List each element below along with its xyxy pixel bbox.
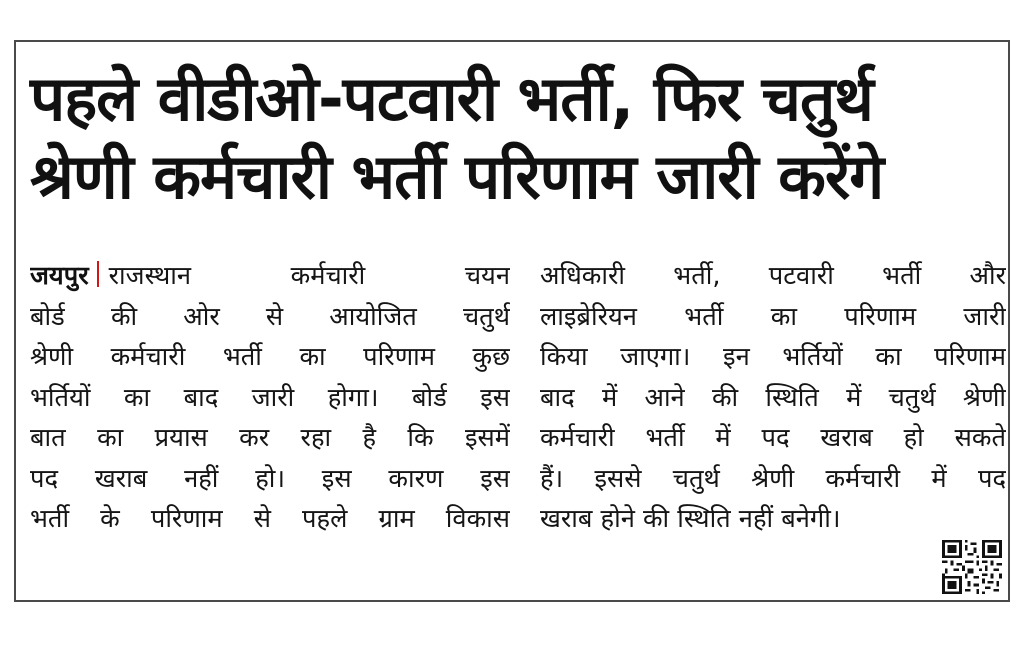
column-line: हैं। इससे चतुर्थ श्रेणी कर्मचारी में पद — [540, 463, 1006, 494]
column-line: लाइब्रेरियन भर्ती का परिणाम जारी — [540, 301, 1006, 332]
qr-code-icon[interactable] — [942, 540, 1002, 594]
headline — [30, 60, 998, 216]
headline-line-1: पहले वीडीओ-पटवारी भर्ती, फिर चतुर्थ — [30, 62, 873, 135]
column-line: बात का प्रयास कर रहा है कि इसमें — [30, 423, 510, 453]
dateline: जयपुर — [30, 261, 89, 291]
dateline-separator — [97, 261, 99, 287]
column-line: भर्तियों का बाद जारी होगा। बोर्ड इस — [30, 382, 510, 413]
article-column-left — [30, 256, 510, 540]
column-line: खराब होने की स्थिति नहीं बनेगी। — [540, 504, 841, 534]
column-line: किया जाएगा। इन भर्तियों का परिणाम — [540, 342, 1006, 372]
column-line: बोर्ड की ओर से आयोजित चतुर्थ — [30, 301, 510, 332]
column-line: बाद में आने की स्थिति में चतुर्थ श्रेणी — [540, 382, 1006, 413]
article-column-right — [540, 256, 1006, 540]
column-line: श्रेणी कर्मचारी भर्ती का परिणाम कुछ — [30, 342, 510, 372]
column-line-text: राजस्थान कर्मचारी चयन — [108, 261, 510, 291]
column-line: अधिकारी भर्ती, पटवारी भर्ती और — [540, 261, 1006, 291]
column-line — [30, 256, 510, 297]
column-line: कर्मचारी भर्ती में पद खराब हो सकते — [540, 423, 1006, 453]
column-line: पद खराब नहीं हो। इस कारण इस — [30, 463, 510, 494]
headline-line-2: श्रेणी कर्मचारी भर्ती परिणाम जारी करेंगे — [30, 140, 884, 213]
column-line: भर्ती के परिणाम से पहले ग्राम विकास — [30, 504, 510, 534]
newspaper-clipping — [14, 40, 1010, 602]
